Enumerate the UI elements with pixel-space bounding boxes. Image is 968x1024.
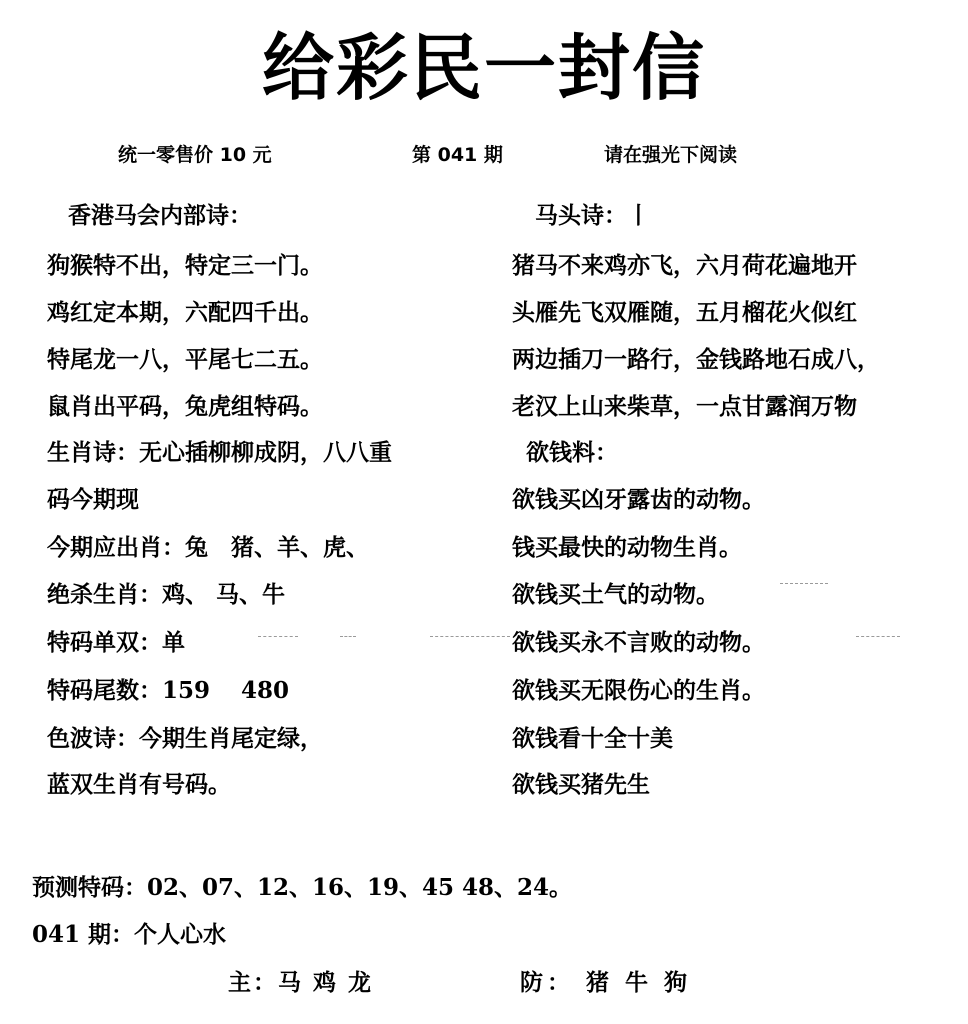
left-line: 色波诗：今期生肖尾定绿， (47, 725, 323, 752)
right-line: 欲钱买土气的动物。 (512, 581, 719, 608)
right-line: 欲钱买无限伤心的生肖。 (512, 677, 765, 704)
left-line: 特码单双：单 (47, 629, 185, 656)
right-line: 欲钱买猪先生 (512, 771, 650, 798)
right-line: 猪马不来鸡亦飞，六月荷花遍地开 (512, 252, 857, 279)
scan-dash (856, 636, 900, 637)
scan-dash (340, 636, 356, 637)
price-label: 统一零售价 10 元 (118, 144, 272, 166)
left-line: 绝杀生肖：鸡、 马、牛 (47, 581, 286, 608)
right-line: 钱买最快的动物生肖。 (512, 534, 742, 561)
scan-dash (258, 636, 298, 637)
issue-pick-line: 041 期：个人心水 (32, 921, 227, 948)
guard-pick: 防： 猪 牛 狗 (520, 969, 692, 996)
scan-dash (780, 583, 828, 584)
main-pick: 主：马 鸡 龙 (228, 969, 374, 996)
left-line: 特尾龙一八，平尾七二五。 (47, 346, 323, 373)
right-line: 欲钱买永不言败的动物。 (512, 629, 765, 656)
right-line: 马头诗：丨 (535, 202, 650, 229)
reading-note: 请在强光下阅读 (604, 144, 738, 166)
scan-dash (430, 636, 510, 637)
issue-label: 第 041 期 (412, 144, 503, 166)
left-line: 特码尾数：159 480 (47, 677, 290, 704)
left-line: 今期应出肖：兔 猪、羊、虎、 (47, 534, 369, 561)
prediction-line: 预测特码：02、07、12、16、19、45 48、24。 (32, 874, 573, 901)
right-line: 头雁先飞双雁随，五月榴花火似红 (512, 299, 857, 326)
right-line: 老汉上山来柴草，一点甘露润万物 (512, 393, 857, 420)
right-line: 欲钱看十全十美 (512, 725, 673, 752)
left-line: 狗猴特不出，特定三一门。 (47, 252, 323, 279)
left-line: 码今期现 (47, 486, 139, 513)
left-line: 鸡红定本期，六配四千出。 (47, 299, 323, 326)
left-line: 香港马会内部诗： (68, 202, 252, 229)
right-line: 两边插刀一路行，金钱路地石成八， (512, 346, 880, 373)
right-line: 欲钱料： (526, 439, 618, 466)
left-line: 生肖诗：无心插柳柳成阴，八八重 (47, 439, 392, 466)
page-title: 给彩民一封信 (261, 26, 706, 110)
left-line: 鼠肖出平码，兔虎组特码。 (47, 393, 323, 420)
left-line: 蓝双生肖有号码。 (47, 771, 231, 798)
right-line: 欲钱买凶牙露齿的动物。 (512, 486, 765, 513)
